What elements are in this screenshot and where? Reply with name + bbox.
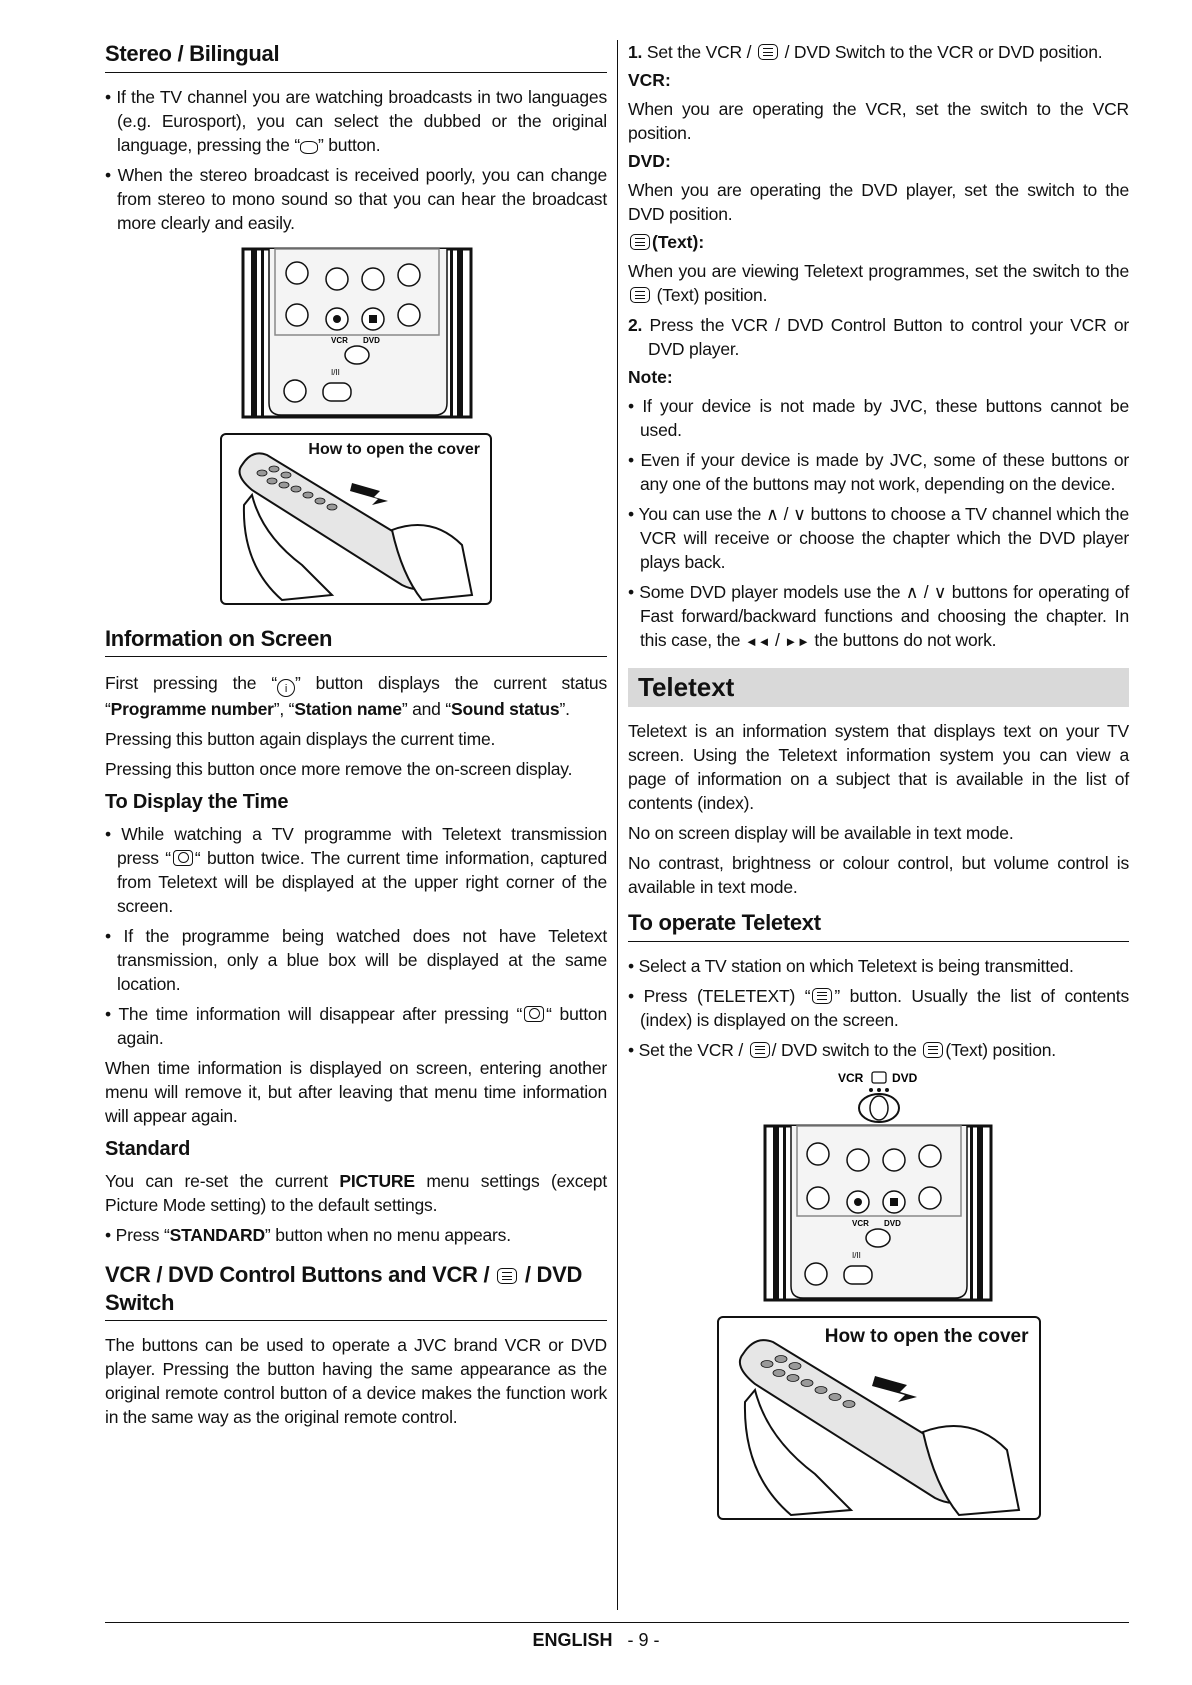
svg-text:I/II: I/II [852, 1250, 861, 1260]
page-number: - 9 - [627, 1630, 660, 1650]
clock-button-icon [173, 850, 193, 866]
cover-caption: How to open the cover [308, 440, 480, 458]
info-paragraph-1: First pressing the “ i ” button displays the current status “Programme number”, “Station name” and “Sound status”. [105, 673, 607, 719]
up-arrow-icon: ∧ [766, 504, 779, 524]
list-item: • If the TV channel you are watching broadcasts in two languages (e.g. Eurosport), you can select the dubbed or the original language, pressing the “ ” button. [105, 86, 608, 155]
svg-text:VCR: VCR [852, 1218, 869, 1228]
teletext-paragraph-3: No contrast, brightness or colour control, but volume control is available in text mode. [628, 853, 1129, 897]
text-icon [630, 287, 650, 303]
stereo-button-icon [300, 141, 318, 154]
text-icon [750, 1042, 770, 1058]
cover-illustration [717, 1316, 1041, 1520]
text-icon [497, 1268, 517, 1284]
text-icon [812, 988, 832, 1004]
footer-language: ENGLISH [532, 1630, 613, 1650]
svg-text:DVD: DVD [892, 1070, 918, 1085]
dvd-label: DVD: [628, 151, 671, 171]
stereo-list [105, 85, 607, 235]
note-item: • If your device is not made by JVC, these buttons cannot be used. [628, 396, 1129, 440]
list-item: • Press (TELETEXT) “ ” button. Usually the list of contents (index) is displayed on the screen. [628, 985, 1130, 1030]
vcr-text: When you are operating the VCR, set the switch to the VCR position. [628, 99, 1129, 143]
cover-illustration [220, 433, 492, 605]
text-icon [630, 234, 650, 250]
teletext-paragraph-1: Teletext is an information system that displays text on your TV screen. Using the Teletext information system you can view a page of information on a subject that is available in the list of contents (index). [628, 721, 1129, 813]
text-label: (Text): [628, 232, 1129, 253]
section-title-stereo: Stereo / Bilingual [105, 40, 607, 73]
list-item: • When the stereo broadcast is received poorly, you can change from stereo to mono sound so that you can hear the broadcast more clearly and easily. [105, 164, 607, 233]
subsection-title-time: To Display the Time [105, 791, 289, 813]
list-item: • If the programme being watched does not have Teletext transmission, only a blue box will be displayed at the same location. [105, 926, 608, 994]
list-item: • While watching a TV programme with Teletext transmission press “ “ button twice. The current time information, captured from Teletext will be displayed at the upper right corner of the screen. [105, 824, 607, 916]
section-title-vcr-dvd: VCR / DVD Control Buttons and VCR / / DVD Switch [105, 1261, 607, 1321]
section-title-information: Information on Screen [105, 625, 607, 658]
text-icon [923, 1042, 943, 1058]
note-item: • Even if your device is made by JVC, some of these buttons or any one of the buttons may not work, depending on the device. [628, 450, 1129, 494]
vcr-paragraph: The buttons can be used to operate a JVC brand VCR or DVD player. Pressing the button having the same appearance as the original remote control button of a device makes the function work in the same way as the original remote control. [105, 1335, 607, 1427]
steps-list-2 [628, 313, 1129, 361]
svg-text:VCR: VCR [331, 335, 348, 345]
down-arrow-icon: ∨ [933, 582, 947, 602]
left-column [105, 40, 607, 1435]
vcr-dvd-switch-illustration [628, 1068, 1129, 1124]
standard-paragraph: You can re-set the current PICTURE menu settings (except Picture Mode setting) to the default settings. [105, 1171, 607, 1215]
note-item: • You can use the ∧ / ∨ buttons to choose a TV channel which the VCR will receive or choose the chapter which the DVD player plays back. [628, 504, 1129, 572]
info-paragraph-3: Pressing this button once more remove the on-screen display. [105, 759, 573, 779]
column-divider [617, 40, 618, 1610]
fast-forward-icon: ►► [784, 634, 810, 649]
section-title-operate-teletext: To operate Teletext [628, 909, 1129, 942]
page-footer [0, 1630, 1192, 1651]
time-paragraph: When time information is displayed on screen, entering another menu will remove it, but after leaving that menu time information will appear again. [105, 1058, 607, 1126]
cover-caption: How to open the cover [824, 1325, 1029, 1347]
list-item: • Set the VCR / / DVD switch to the (Text) position. [628, 1039, 1056, 1060]
text-icon [758, 44, 778, 60]
list-item: • Select a TV station on which Teletext is being transmitted. [628, 955, 1074, 976]
svg-text:VCR: VCR [838, 1070, 864, 1085]
subsection-title-standard: Standard [105, 1138, 191, 1160]
step-1: 1. Set the VCR / / DVD Switch to the VCR or DVD position. [628, 42, 1103, 62]
time-list [105, 822, 607, 1050]
standard-list [105, 1223, 607, 1247]
svg-text:DVD: DVD [884, 1218, 901, 1228]
down-arrow-icon: ∨ [793, 504, 806, 524]
info-paragraph-2: Pressing this button again displays the current time. [105, 729, 496, 749]
right-column [628, 40, 1129, 1520]
text-paragraph: When you are viewing Teletext programmes, set the switch to the (Text) position. [628, 261, 1129, 305]
remote-control-illustration [628, 1124, 1129, 1304]
note-label: Note: [628, 367, 673, 387]
svg-text:I/II: I/II [331, 367, 340, 377]
steps-list [628, 40, 1129, 64]
step-2: 2. Press the VCR / DVD Control Button to control your VCR or DVD player. [628, 315, 1129, 359]
svg-text:DVD: DVD [363, 335, 380, 345]
up-arrow-icon: ∧ [905, 582, 919, 602]
footer-rule [105, 1622, 1129, 1623]
dvd-text: When you are operating the DVD player, set the switch to the DVD position. [628, 180, 1129, 224]
info-button-icon: i [277, 679, 295, 697]
teletext-banner: Teletext [628, 668, 1129, 707]
teletext-list [628, 954, 1129, 1062]
note-item: • Some DVD player models use the ∧ / ∨ buttons for operating of Fast forward/backward functions and choosing the chapter. In this case, the ◄◄ / ►► the buttons do not work. [628, 582, 1129, 650]
teletext-paragraph-2: No on screen display will be available in text mode. [628, 823, 1014, 843]
list-item: • The time information will disappear after pressing “ “ button again. [105, 1004, 607, 1048]
notes-list [628, 394, 1129, 654]
remote-control-illustration [105, 243, 607, 423]
clock-button-icon [524, 1006, 544, 1022]
vcr-label: VCR: [628, 70, 671, 90]
rewind-icon: ◄◄ [744, 634, 771, 649]
list-item: • Press “STANDARD” button when no menu appears. [105, 1225, 511, 1245]
